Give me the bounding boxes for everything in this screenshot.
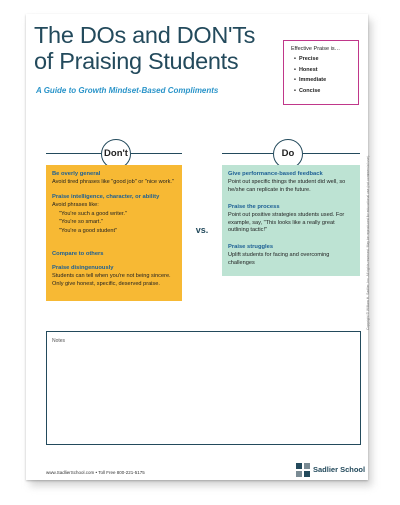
sadlier-mark-icon	[296, 463, 310, 477]
do-divider-right	[303, 153, 360, 154]
notes-area[interactable]	[46, 331, 361, 445]
quote-item: "You're such a good writer."	[59, 210, 127, 217]
copyright-side-text: Copyright © William H. Sadlier, Inc. All rights reserved. May be reproduced for educational use (not commercial use).	[366, 155, 370, 330]
logo-text: Sadlier School	[313, 465, 366, 474]
page-subtitle: A Guide to Growth Mindset-Based Compliments	[36, 86, 219, 95]
effective-praise-box	[283, 40, 359, 105]
footer-contact: www.SadlierSchool.com • Toll Free 800-221-5175	[46, 470, 145, 475]
do-panel	[222, 165, 360, 276]
section-heading: Be overly general	[52, 171, 101, 177]
effective-praise-heading: Effective Praise is…	[291, 46, 341, 52]
dont-section-disingenuous	[52, 265, 176, 288]
quote-item: "You're a good student"	[59, 227, 118, 234]
page-title: The DOs and DON'Ts of Praising Students	[34, 22, 256, 74]
list-item: • Precise	[294, 54, 326, 65]
effective-praise-list	[284, 54, 326, 96]
list-item: • Concise	[294, 86, 326, 97]
dont-label: Don't	[104, 148, 128, 159]
dont-section-intelligence	[52, 194, 178, 235]
dont-divider-right	[131, 153, 182, 154]
notes-label: Notes	[52, 338, 66, 344]
section-heading: Praise intelligence, character, or ability	[52, 194, 160, 200]
section-body: Avoid phrases like:	[52, 202, 99, 208]
section-heading: Praise the process	[228, 204, 280, 210]
section-heading: Compare to others	[52, 251, 104, 257]
list-item: • Honest	[294, 65, 326, 76]
section-heading: Praise disingenuously	[52, 265, 114, 271]
sadlier-logo	[296, 462, 376, 482]
vs-badge: vs.	[185, 213, 219, 247]
section-heading: Praise struggles	[228, 244, 274, 250]
do-section-process	[228, 204, 356, 235]
section-body: Point out positive strategies students used. For example, say, "This looks like a really great outlining tactic!"	[228, 212, 345, 233]
section-body: Avoid tired phrases like "good job" or "nice work."	[52, 179, 174, 185]
do-section-feedback	[228, 171, 356, 194]
do-section-struggles	[228, 244, 356, 267]
section-body: Point out specific things the student did well, so he/she can replicate in the future.	[228, 179, 346, 193]
dont-divider-left	[46, 153, 101, 154]
list-item: • Immediate	[294, 75, 326, 86]
dont-section-general	[52, 171, 178, 187]
do-label: Do	[281, 148, 295, 159]
section-body: Students can tell when you're not being sincere. Only give honest, specific, deserved praise.	[52, 273, 171, 287]
section-heading: Give performance-based feedback	[228, 171, 323, 177]
section-body: Uplift students for facing and overcoming challenges	[228, 252, 330, 266]
do-divider-left	[222, 153, 273, 154]
quote-item: "You're so smart."	[59, 219, 104, 225]
dont-section-compare	[52, 251, 178, 259]
dont-panel	[46, 165, 182, 301]
